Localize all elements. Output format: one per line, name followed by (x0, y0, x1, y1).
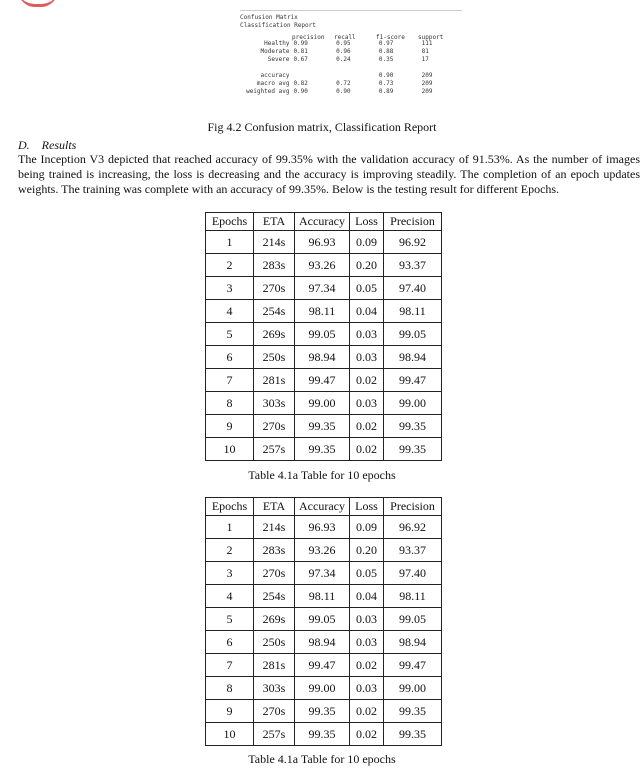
report-cell (334, 72, 377, 80)
report-cell: 0.82 (293, 80, 308, 87)
report-row-label: Healthy (264, 40, 290, 47)
table-cell: 1 (206, 231, 254, 254)
report-header-cell: precision (292, 34, 325, 41)
table-cell: 99.47 (295, 369, 350, 392)
table-cell: 0.09 (350, 516, 384, 539)
table-cell: 4 (206, 300, 254, 323)
report-cell (291, 64, 334, 72)
table-row (206, 539, 442, 562)
report-cell: 0.90 (378, 72, 394, 79)
report-row-label (240, 64, 291, 72)
table-cell: 96.92 (384, 516, 442, 539)
table-cell: 3 (206, 562, 254, 585)
table-row (206, 608, 442, 631)
table-cell: 0.02 (350, 654, 384, 677)
report-cell: 209 (421, 88, 433, 95)
table-cell: 7 (206, 654, 254, 677)
table-row (206, 346, 442, 369)
report-cell: 81 (421, 48, 429, 55)
table-cell: 303s (254, 677, 295, 700)
report-cell: 0.99 (293, 40, 308, 47)
table-cell: 96.93 (295, 231, 350, 254)
table-cell: 0.20 (350, 539, 384, 562)
table-cell: 98.94 (384, 346, 442, 369)
table-cell: 99.00 (384, 392, 442, 415)
report-cell: 0.67 (293, 56, 308, 63)
table-cell: 99.35 (295, 723, 350, 746)
table-cell: 9 (206, 700, 254, 723)
table-cell: 281s (254, 654, 295, 677)
table-cell: 98.94 (295, 631, 350, 654)
report-cell: 0.35 (378, 56, 394, 63)
report-cell (334, 64, 377, 72)
report-row (240, 40, 462, 48)
header-accuracy: Accuracy (295, 498, 350, 516)
table-cell: 257s (254, 438, 295, 461)
report-row (240, 64, 462, 72)
report-row (240, 72, 462, 80)
table-cell: 10 (206, 438, 254, 461)
table-row (206, 631, 442, 654)
table-cell: 0.04 (350, 585, 384, 608)
table-cell: 269s (254, 608, 295, 631)
report-cell: 0.72 (336, 80, 351, 87)
report-cell: 0.97 (378, 40, 394, 47)
table-cell: 99.35 (295, 700, 350, 723)
table-cell: 93.26 (295, 539, 350, 562)
table-cell: 0.03 (350, 392, 384, 415)
report-cell: 0.81 (293, 48, 308, 55)
table-cell: 0.05 (350, 562, 384, 585)
table-row (206, 254, 442, 277)
section-title: Results (41, 138, 77, 152)
report-cell: 111 (421, 40, 433, 47)
table-row (206, 677, 442, 700)
classification-report (240, 10, 462, 115)
table-cell: 99.05 (384, 608, 442, 631)
table-cell: 1 (206, 516, 254, 539)
report-header-cell: support (418, 34, 444, 41)
section-letter: D. (18, 138, 30, 152)
table-cell: 99.35 (384, 415, 442, 438)
table-cell: 97.34 (295, 277, 350, 300)
table-row (206, 300, 442, 323)
report-cell: 0.95 (336, 40, 351, 47)
table-cell: 93.26 (295, 254, 350, 277)
table-cell: 270s (254, 415, 295, 438)
report-row-label: weighted avg (246, 88, 290, 95)
report-header-cell: f1-score (376, 34, 405, 41)
report-cell: 17 (421, 56, 429, 63)
report-cell: 0.88 (378, 48, 394, 55)
table-cell: 98.11 (295, 585, 350, 608)
table-cell: 99.35 (295, 415, 350, 438)
header-loss: Loss (350, 498, 384, 516)
report-row-label: accuracy (260, 72, 290, 79)
header-precision: Precision (384, 213, 442, 231)
table-row (206, 700, 442, 723)
table-cell: 8 (206, 392, 254, 415)
table-cell: 6 (206, 346, 254, 369)
logo-fragment (18, 0, 58, 7)
table-row (206, 392, 442, 415)
report-title-confusion: Confusion Matrix (240, 14, 298, 21)
table-cell: 99.47 (384, 654, 442, 677)
table-header-row (206, 213, 442, 231)
table-row (206, 277, 442, 300)
table-cell: 96.93 (295, 516, 350, 539)
figure-caption: Fig 4.2 Confusion matrix, Classification Report (207, 120, 437, 134)
report-row (240, 48, 462, 56)
table-cell: 99.47 (295, 654, 350, 677)
table-cell: 98.94 (384, 631, 442, 654)
report-row (240, 88, 462, 96)
table-cell: 250s (254, 346, 295, 369)
table-cell: 98.11 (295, 300, 350, 323)
table-cell: 257s (254, 723, 295, 746)
table-row (206, 562, 442, 585)
table-cell: 97.40 (384, 562, 442, 585)
report-cell: 0.96 (336, 48, 351, 55)
report-cell: 0.24 (336, 56, 351, 63)
report-row (240, 80, 462, 88)
table-cell: 98.11 (384, 300, 442, 323)
table-row (206, 654, 442, 677)
table-cell: 10 (206, 723, 254, 746)
table-cell: 97.34 (295, 562, 350, 585)
table-cell: 0.03 (350, 323, 384, 346)
table-row (206, 723, 442, 746)
table-cell: 0.20 (350, 254, 384, 277)
table-cell: 270s (254, 562, 295, 585)
header-loss: Loss (350, 213, 384, 231)
table-cell: 269s (254, 323, 295, 346)
table-cell: 7 (206, 369, 254, 392)
report-header-cell: recall (334, 34, 356, 41)
header-eta: ETA (254, 498, 295, 516)
report-cell (291, 72, 334, 80)
report-table (240, 40, 462, 96)
table-header-row (206, 498, 442, 516)
table-cell: 0.03 (350, 346, 384, 369)
table-cell: 98.94 (295, 346, 350, 369)
table-row (206, 369, 442, 392)
table-cell: 270s (254, 700, 295, 723)
table-cell: 3 (206, 277, 254, 300)
table-cell: 0.02 (350, 723, 384, 746)
table-cell: 8 (206, 677, 254, 700)
table-cell: 99.05 (295, 608, 350, 631)
report-row-label: Severe (267, 56, 290, 63)
table-cell: 6 (206, 631, 254, 654)
report-cell: 0.89 (378, 88, 394, 95)
table-cell: 0.09 (350, 231, 384, 254)
section-heading (18, 138, 76, 153)
table-cell: 0.03 (350, 677, 384, 700)
table-cell: 99.35 (384, 700, 442, 723)
header-accuracy: Accuracy (295, 213, 350, 231)
results-paragraph: The Inception V3 depicted that reached accuracy of 99.35% with the validation accuracy of 91.53%. As the number of images being trained is increasing, the loss is decreasing and the accuracy is improving steadily. The completion of an epoch updates weights. The training was complete with an accuracy of 99.35%. Below is the testing result for different Epochs. (18, 152, 640, 196)
table-cell: 0.03 (350, 608, 384, 631)
table-cell: 93.37 (384, 539, 442, 562)
report-cell (377, 64, 420, 72)
table-cell: 0.05 (350, 277, 384, 300)
table-cell: 98.11 (384, 585, 442, 608)
header-eta: ETA (254, 213, 295, 231)
header-epochs: Epochs (206, 213, 254, 231)
table-cell: 5 (206, 608, 254, 631)
report-title-classification: Classification Report (240, 22, 316, 29)
table-row (206, 516, 442, 539)
table-cell: 99.47 (384, 369, 442, 392)
table-cell: 250s (254, 631, 295, 654)
table-cell: 254s (254, 585, 295, 608)
table-cell: 93.37 (384, 254, 442, 277)
table-cell: 99.35 (384, 723, 442, 746)
report-cell: 0.90 (336, 88, 351, 95)
report-cell (420, 64, 462, 72)
table-cell: 4 (206, 585, 254, 608)
table-cell: 99.05 (384, 323, 442, 346)
table-cell: 99.05 (295, 323, 350, 346)
report-row (240, 56, 462, 64)
report-row-label: Moderate (260, 48, 290, 55)
table-cell: 2 (206, 539, 254, 562)
header-epochs: Epochs (206, 498, 254, 516)
table-cell: 99.00 (295, 677, 350, 700)
table-cell: 214s (254, 231, 295, 254)
table-cell: 99.00 (295, 392, 350, 415)
table-cell: 283s (254, 539, 295, 562)
report-divider (240, 10, 462, 11)
table-cell: 5 (206, 323, 254, 346)
table-cell: 99.35 (295, 438, 350, 461)
table-caption: Table 4.1a Table for 10 epochs (248, 752, 396, 766)
report-cell: 209 (421, 72, 433, 79)
header-precision: Precision (384, 498, 442, 516)
epochs-table (205, 497, 442, 746)
table-cell: 281s (254, 369, 295, 392)
report-cell: 0.73 (378, 80, 394, 87)
table-cell: 0.02 (350, 415, 384, 438)
table-cell: 303s (254, 392, 295, 415)
report-cell: 0.90 (293, 88, 308, 95)
table-cell: 0.02 (350, 438, 384, 461)
table-cell: 0.02 (350, 369, 384, 392)
table-cell: 0.04 (350, 300, 384, 323)
table-cell: 97.40 (384, 277, 442, 300)
report-cell: 209 (421, 80, 433, 87)
table-row (206, 415, 442, 438)
report-row-label: macro avg (256, 80, 290, 87)
table-cell: 2 (206, 254, 254, 277)
epochs-table (205, 212, 442, 461)
table-cell: 283s (254, 254, 295, 277)
table-cell: 99.35 (384, 438, 442, 461)
table-cell: 254s (254, 300, 295, 323)
table-cell: 270s (254, 277, 295, 300)
table-cell: 0.02 (350, 700, 384, 723)
table-cell: 9 (206, 415, 254, 438)
table-row (206, 585, 442, 608)
table-row (206, 438, 442, 461)
table-caption: Table 4.1a Table for 10 epochs (248, 468, 396, 482)
table-row (206, 323, 442, 346)
table-cell: 99.00 (384, 677, 442, 700)
table-cell: 96.92 (384, 231, 442, 254)
table-row (206, 231, 442, 254)
table-cell: 214s (254, 516, 295, 539)
table-cell: 0.03 (350, 631, 384, 654)
